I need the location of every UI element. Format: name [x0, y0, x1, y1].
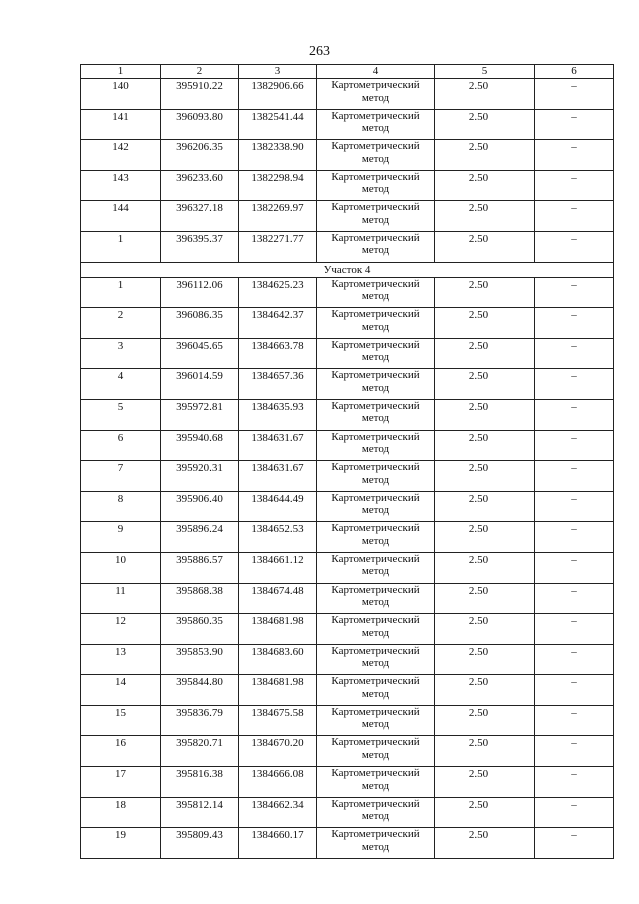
- point-number: 9: [81, 522, 161, 553]
- point-number: 18: [81, 797, 161, 828]
- y-coordinate: 1384681.98: [239, 614, 317, 645]
- description-cell: –: [535, 277, 614, 308]
- precision-cell: 2.50: [435, 399, 535, 430]
- point-number: 19: [81, 828, 161, 859]
- description-cell: –: [535, 201, 614, 232]
- x-coordinate: 395853.90: [161, 644, 239, 675]
- table-row: [81, 109, 614, 140]
- point-number: 1: [81, 277, 161, 308]
- y-coordinate: 1382269.97: [239, 201, 317, 232]
- precision-cell: 2.50: [435, 583, 535, 614]
- y-coordinate: 1382271.77: [239, 231, 317, 262]
- y-coordinate: 1384681.98: [239, 675, 317, 706]
- y-coordinate: 1384625.23: [239, 277, 317, 308]
- table-row: [81, 675, 614, 706]
- method-cell: Картометрический метод: [317, 797, 435, 828]
- description-cell: –: [535, 583, 614, 614]
- column-header: 6: [535, 65, 614, 79]
- point-number: 6: [81, 430, 161, 461]
- method-cell: Картометрический метод: [317, 399, 435, 430]
- precision-cell: 2.50: [435, 277, 535, 308]
- description-cell: –: [535, 369, 614, 400]
- column-header: 4: [317, 65, 435, 79]
- method-cell: Картометрический метод: [317, 491, 435, 522]
- table-row: [81, 430, 614, 461]
- description-cell: –: [535, 736, 614, 767]
- y-coordinate: 1384670.20: [239, 736, 317, 767]
- point-number: 143: [81, 170, 161, 201]
- y-coordinate: 1384666.08: [239, 767, 317, 798]
- precision-cell: 2.50: [435, 644, 535, 675]
- method-cell: Картометрический метод: [317, 767, 435, 798]
- y-coordinate: 1382906.66: [239, 79, 317, 110]
- description-cell: –: [535, 79, 614, 110]
- description-cell: –: [535, 491, 614, 522]
- table-row: [81, 79, 614, 110]
- y-coordinate: 1384644.49: [239, 491, 317, 522]
- method-cell: Картометрический метод: [317, 705, 435, 736]
- precision-cell: 2.50: [435, 736, 535, 767]
- precision-cell: 2.50: [435, 369, 535, 400]
- table-row: [81, 461, 614, 492]
- table-row: [81, 369, 614, 400]
- top-rows: [81, 79, 614, 263]
- x-coordinate: 395860.35: [161, 614, 239, 645]
- table-row: [81, 491, 614, 522]
- method-cell: Картометрический метод: [317, 430, 435, 461]
- y-coordinate: 1384661.12: [239, 552, 317, 583]
- x-coordinate: 395809.43: [161, 828, 239, 859]
- precision-cell: 2.50: [435, 522, 535, 553]
- table-row: [81, 231, 614, 262]
- table-row: [81, 201, 614, 232]
- precision-cell: 2.50: [435, 308, 535, 339]
- method-cell: Картометрический метод: [317, 201, 435, 232]
- precision-cell: 2.50: [435, 109, 535, 140]
- x-coordinate: 395920.31: [161, 461, 239, 492]
- precision-cell: 2.50: [435, 552, 535, 583]
- point-number: 14: [81, 675, 161, 706]
- description-cell: –: [535, 705, 614, 736]
- page-number: 263: [309, 44, 330, 59]
- x-coordinate: 395910.22: [161, 79, 239, 110]
- description-cell: –: [535, 767, 614, 798]
- x-coordinate: 396045.65: [161, 338, 239, 369]
- y-coordinate: 1384662.34: [239, 797, 317, 828]
- description-cell: –: [535, 430, 614, 461]
- x-coordinate: 395812.14: [161, 797, 239, 828]
- description-cell: –: [535, 522, 614, 553]
- point-number: 142: [81, 140, 161, 171]
- description-cell: –: [535, 644, 614, 675]
- precision-cell: 2.50: [435, 767, 535, 798]
- table-row: [81, 705, 614, 736]
- y-coordinate: 1382338.90: [239, 140, 317, 171]
- x-coordinate: 395940.68: [161, 430, 239, 461]
- column-number-row: [81, 65, 614, 79]
- y-coordinate: 1384657.36: [239, 369, 317, 400]
- point-number: 5: [81, 399, 161, 430]
- x-coordinate: 396014.59: [161, 369, 239, 400]
- point-number: 141: [81, 109, 161, 140]
- table-row: [81, 583, 614, 614]
- x-coordinate: 395906.40: [161, 491, 239, 522]
- table-row: [81, 797, 614, 828]
- column-header: 5: [435, 65, 535, 79]
- y-coordinate: 1384652.53: [239, 522, 317, 553]
- precision-cell: 2.50: [435, 675, 535, 706]
- x-coordinate: 396206.35: [161, 140, 239, 171]
- description-cell: –: [535, 797, 614, 828]
- table-row: [81, 828, 614, 859]
- description-cell: –: [535, 308, 614, 339]
- precision-cell: 2.50: [435, 491, 535, 522]
- y-coordinate: 1382298.94: [239, 170, 317, 201]
- table-row: [81, 644, 614, 675]
- description-cell: –: [535, 614, 614, 645]
- x-coordinate: 396233.60: [161, 170, 239, 201]
- point-number: 12: [81, 614, 161, 645]
- method-cell: Картометрический метод: [317, 338, 435, 369]
- y-coordinate: 1384663.78: [239, 338, 317, 369]
- coordinates-table: [80, 64, 614, 859]
- point-number: 16: [81, 736, 161, 767]
- x-coordinate: 396395.37: [161, 231, 239, 262]
- table-row: [81, 614, 614, 645]
- x-coordinate: 395896.24: [161, 522, 239, 553]
- column-header: 1: [81, 65, 161, 79]
- table-row: [81, 736, 614, 767]
- description-cell: –: [535, 140, 614, 171]
- point-number: 3: [81, 338, 161, 369]
- point-number: 7: [81, 461, 161, 492]
- method-cell: Картометрический метод: [317, 308, 435, 339]
- section-title: Участок 4: [81, 262, 614, 277]
- x-coordinate: 395836.79: [161, 705, 239, 736]
- y-coordinate: 1384631.67: [239, 430, 317, 461]
- point-number: 8: [81, 491, 161, 522]
- description-cell: –: [535, 109, 614, 140]
- y-coordinate: 1384642.37: [239, 308, 317, 339]
- y-coordinate: 1384683.60: [239, 644, 317, 675]
- precision-cell: 2.50: [435, 79, 535, 110]
- y-coordinate: 1384674.48: [239, 583, 317, 614]
- table-row: [81, 552, 614, 583]
- method-cell: Картометрический метод: [317, 369, 435, 400]
- precision-cell: 2.50: [435, 828, 535, 859]
- table-row: [81, 767, 614, 798]
- method-cell: Картометрический метод: [317, 140, 435, 171]
- description-cell: –: [535, 675, 614, 706]
- precision-cell: 2.50: [435, 705, 535, 736]
- x-coordinate: 395820.71: [161, 736, 239, 767]
- y-coordinate: 1384660.17: [239, 828, 317, 859]
- method-cell: Картометрический метод: [317, 522, 435, 553]
- point-number: 10: [81, 552, 161, 583]
- y-coordinate: 1382541.44: [239, 109, 317, 140]
- method-cell: Картометрический метод: [317, 614, 435, 645]
- point-number: 4: [81, 369, 161, 400]
- y-coordinate: 1384635.93: [239, 399, 317, 430]
- y-coordinate: 1384631.67: [239, 461, 317, 492]
- y-coordinate: 1384675.58: [239, 705, 317, 736]
- table-row: [81, 140, 614, 171]
- description-cell: –: [535, 399, 614, 430]
- description-cell: –: [535, 828, 614, 859]
- x-coordinate: 396327.18: [161, 201, 239, 232]
- method-cell: Картометрический метод: [317, 231, 435, 262]
- x-coordinate: 395886.57: [161, 552, 239, 583]
- point-number: 13: [81, 644, 161, 675]
- method-cell: Картометрический метод: [317, 552, 435, 583]
- precision-cell: 2.50: [435, 430, 535, 461]
- section-rows: [81, 277, 614, 858]
- table-row: [81, 308, 614, 339]
- x-coordinate: 395816.38: [161, 767, 239, 798]
- x-coordinate: 396112.06: [161, 277, 239, 308]
- precision-cell: 2.50: [435, 170, 535, 201]
- method-cell: Картометрический метод: [317, 736, 435, 767]
- point-number: 140: [81, 79, 161, 110]
- method-cell: Картометрический метод: [317, 675, 435, 706]
- x-coordinate: 395868.38: [161, 583, 239, 614]
- description-cell: –: [535, 231, 614, 262]
- column-header: 2: [161, 65, 239, 79]
- x-coordinate: 395972.81: [161, 399, 239, 430]
- method-cell: Картометрический метод: [317, 277, 435, 308]
- precision-cell: 2.50: [435, 231, 535, 262]
- table-row: [81, 522, 614, 553]
- precision-cell: 2.50: [435, 140, 535, 171]
- point-number: 144: [81, 201, 161, 232]
- section-header: [81, 262, 614, 277]
- method-cell: Картометрический метод: [317, 461, 435, 492]
- method-cell: Картометрический метод: [317, 79, 435, 110]
- table-row: [81, 277, 614, 308]
- description-cell: –: [535, 170, 614, 201]
- precision-cell: 2.50: [435, 614, 535, 645]
- method-cell: Картометрический метод: [317, 583, 435, 614]
- method-cell: Картометрический метод: [317, 828, 435, 859]
- table-row: [81, 399, 614, 430]
- precision-cell: 2.50: [435, 338, 535, 369]
- description-cell: –: [535, 461, 614, 492]
- point-number: 2: [81, 308, 161, 339]
- table-row: [81, 170, 614, 201]
- point-number: 11: [81, 583, 161, 614]
- point-number: 1: [81, 231, 161, 262]
- method-cell: Картометрический метод: [317, 170, 435, 201]
- precision-cell: 2.50: [435, 797, 535, 828]
- method-cell: Картометрический метод: [317, 644, 435, 675]
- description-cell: –: [535, 552, 614, 583]
- x-coordinate: 395844.80: [161, 675, 239, 706]
- table-row: [81, 338, 614, 369]
- column-header: 3: [239, 65, 317, 79]
- x-coordinate: 396093.80: [161, 109, 239, 140]
- point-number: 15: [81, 705, 161, 736]
- description-cell: –: [535, 338, 614, 369]
- method-cell: Картометрический метод: [317, 109, 435, 140]
- x-coordinate: 396086.35: [161, 308, 239, 339]
- point-number: 17: [81, 767, 161, 798]
- precision-cell: 2.50: [435, 201, 535, 232]
- precision-cell: 2.50: [435, 461, 535, 492]
